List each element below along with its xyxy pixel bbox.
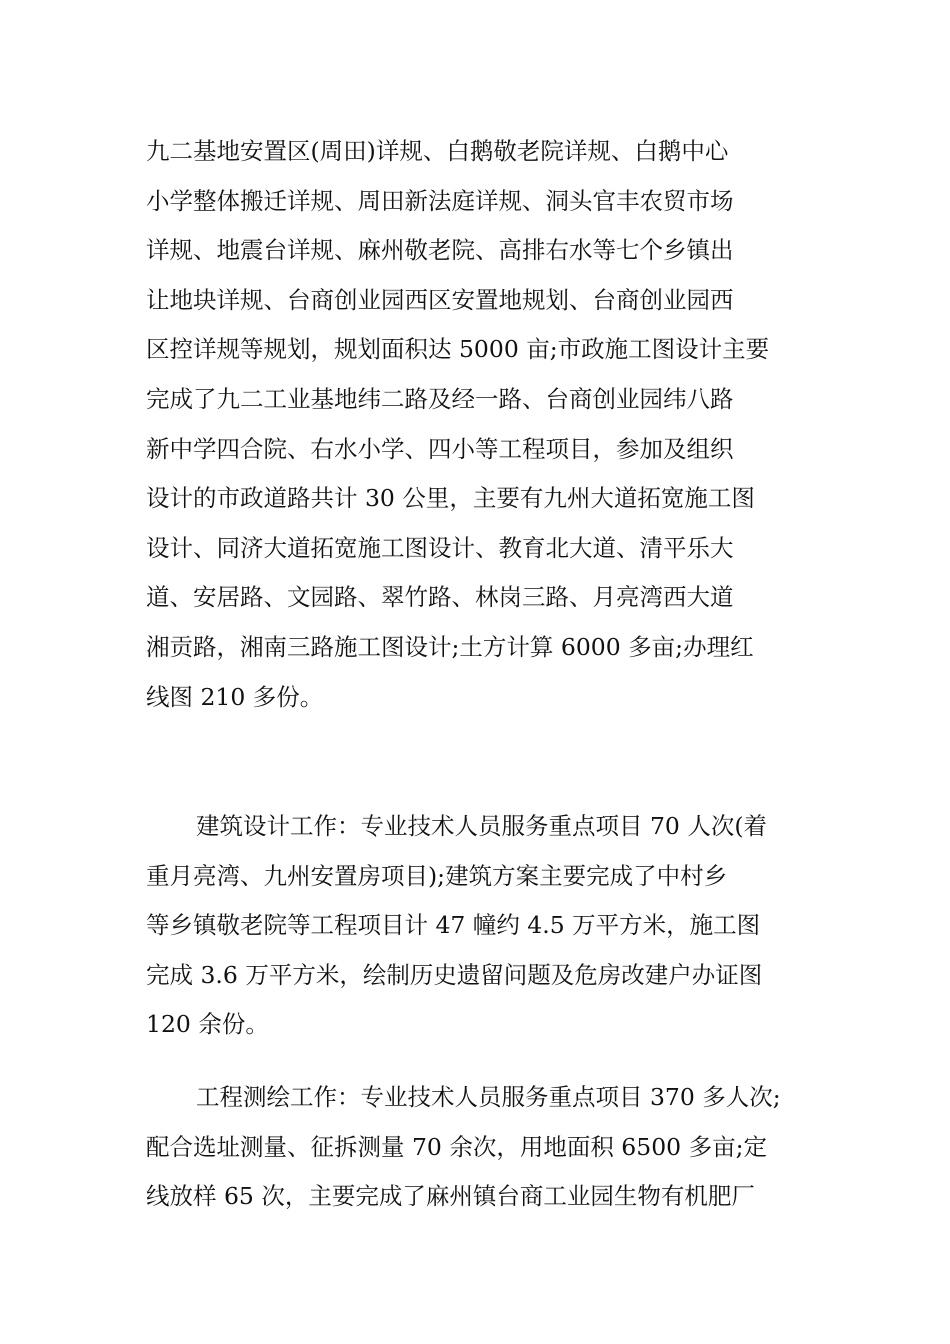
text-line: 详规、地震台详规、麻州敬老院、高排右水等七个乡镇出 bbox=[146, 236, 734, 265]
text-line: 120 余份。 bbox=[146, 1010, 269, 1039]
text-line: 让地块详规、台商创业园西区安置地规划、台商创业园西 bbox=[146, 285, 734, 314]
text-line: 完成了九二工业基地纬二路及经一路、台商创业园纬八路 bbox=[146, 384, 734, 413]
text-line: 配合选址测量、征拆测量 70 余次，用地面积 6500 多亩;定 bbox=[146, 1132, 768, 1161]
text-line: 道、安居路、文园路、翠竹路、林岗三路、月亮湾西大道 bbox=[146, 583, 734, 612]
text-line: 湘贡路，湘南三路施工图设计;土方计算 6000 多亩;办理红 bbox=[146, 632, 754, 661]
text-line: 区控详规等规划，规划面积达 5000 亩;市政施工图设计主要 bbox=[146, 335, 770, 364]
text-line: 九二基地安置区(周田)详规、白鹅敬老院详规、白鹅中心 bbox=[146, 137, 729, 165]
paragraph-surveying bbox=[146, 1073, 816, 1222]
text-line: 小学整体搬迁详规、周田新法庭详规、洞头官丰农贸市场 bbox=[146, 186, 734, 215]
text-line: 工程测绘工作：专业技术人员服务重点项目 370 多人次; bbox=[196, 1083, 781, 1111]
text-line: 新中学四合院、右水小学、四小等工程项目，参加及组织 bbox=[146, 434, 734, 463]
text-line: 线放样 65 次，主要完成了麻州镇台商工业园生物有机肥厂 bbox=[146, 1182, 755, 1211]
paragraph-architecture-design bbox=[146, 802, 816, 1050]
text-line: 等乡镇敬老院等工程项目计 47 幢约 4.5 万平方米，施工图 bbox=[146, 911, 761, 940]
text-line: 建筑设计工作：专业技术人员服务重点项目 70 人次(着 bbox=[196, 812, 768, 840]
text-line: 完成 3.6 万平方米，绘制历史遗留问题及危房改建户办证图 bbox=[146, 960, 763, 989]
text-line: 设计、同济大道拓宽施工图设计、教育北大道、清平乐大 bbox=[146, 533, 734, 562]
paragraph-planning bbox=[146, 127, 816, 722]
text-line: 重月亮湾、九州安置房项目);建筑方案主要完成了中村乡 bbox=[146, 861, 728, 890]
text-line: 设计的市政道路共计 30 公里，主要有九州大道拓宽施工图 bbox=[146, 484, 755, 513]
text-line: 线图 210 多份。 bbox=[146, 682, 324, 711]
